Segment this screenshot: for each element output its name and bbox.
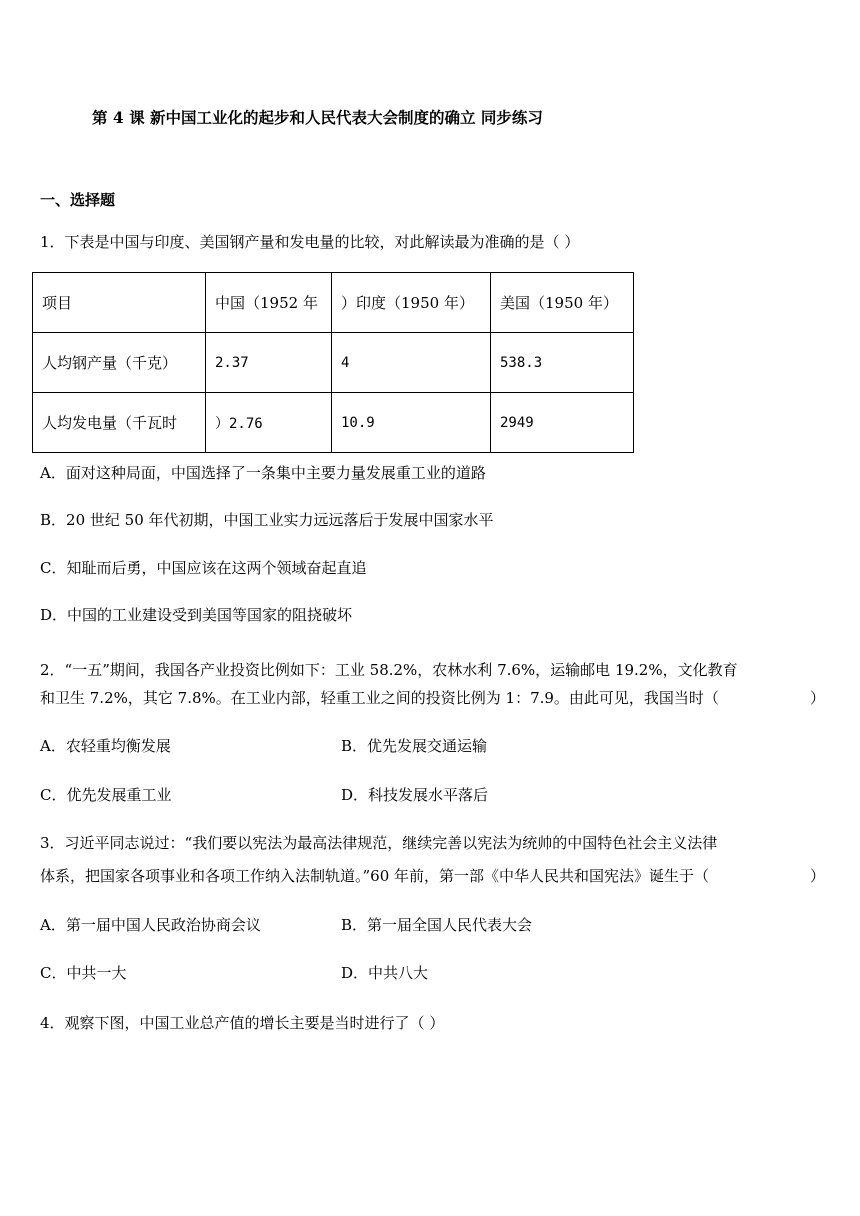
question-1-option-b: B．20 世纪 50 年代初期，中国工业实力远远落后于发展中国家水平 (40, 511, 494, 529)
question-3-option-a: A．第一届中国人民政治协商会议 (40, 916, 261, 934)
question-1-stem: 1．下表是中国与印度、美国钢产量和发电量的比较，对此解读最为准确的是（ ） (40, 233, 580, 251)
question-2-option-d: D．科技发展水平落后 (341, 786, 489, 804)
table-header-row (33, 273, 634, 333)
table-row (33, 393, 634, 453)
table-header-cell: 中国（1952 年 (206, 273, 332, 333)
table-cell: 人均钢产量（千克） (33, 333, 206, 393)
section-heading: 一、选择题 (40, 191, 116, 209)
table-cell: 2949 (491, 393, 634, 453)
question-3-option-d: D．中共八大 (341, 964, 429, 982)
table-cell: 538.3 (491, 333, 634, 393)
table-header-cell: ）印度（1950 年） (332, 273, 491, 333)
question-3-option-b: B．第一届全国人民代表大会 (341, 916, 533, 934)
question-1-option-a: A．面对这种局面，中国选择了一条集中主要力量发展重工业的道路 (40, 464, 486, 482)
table-header-cell: 项目 (33, 273, 206, 333)
table-cell: ）2.76 (206, 393, 332, 453)
table-row (33, 333, 634, 393)
question-3-stem-line-1: 3．习近平同志说过：“我们要以宪法为最高法律规范，继续完善以宪法为统帅的中国特色社会主义法律 (40, 834, 718, 852)
question-2-stem-line-1: 2．“一五”期间，我国各产业投资比例如下：工业 58.2%，农林水利 7.6%，运输邮电 19.2%，文化教育 (40, 661, 738, 679)
table-cell: 10.9 (332, 393, 491, 453)
question-2-option-a: A．农轻重均衡发展 (40, 737, 171, 755)
table-cell: 4 (332, 333, 491, 393)
question-1-option-d: D．中国的工业建设受到美国等国家的阻挠破坏 (40, 606, 353, 624)
table-cell: 人均发电量（千瓦时 (33, 393, 206, 453)
question-2-answer-paren: ） (810, 689, 826, 707)
table-header-cell: 美国（1950 年） (491, 273, 634, 333)
question-2-option-b: B．优先发展交通运输 (341, 737, 488, 755)
question-3-stem-line-2: 体系，把国家各项事业和各项工作纳入法制轨道。”60 年前，第一部《中华人民共和国宪法》诞生于（ (40, 867, 710, 885)
page-title: 第 4 课 新中国工业化的起步和人民代表大会制度的确立 同步练习 (92, 108, 543, 127)
question-4-stem: 4．观察下图，中国工业总产值的增长主要是当时进行了（ ） (40, 1014, 445, 1032)
question-3-answer-paren: ） (810, 867, 826, 885)
question-3-option-c: C．中共一大 (40, 964, 127, 982)
question-1-option-c: C．知耻而后勇，中国应该在这两个领域奋起直追 (40, 559, 367, 577)
comparison-table (32, 272, 634, 453)
question-2-stem-line-2: 和卫生 7.2%，其它 7.8%。在工业内部，轻重工业之间的投资比例为 1：7.9。由此可见，我国当时（ (40, 689, 719, 707)
question-2-option-c: C．优先发展重工业 (40, 786, 172, 804)
table-cell: 2.37 (206, 333, 332, 393)
